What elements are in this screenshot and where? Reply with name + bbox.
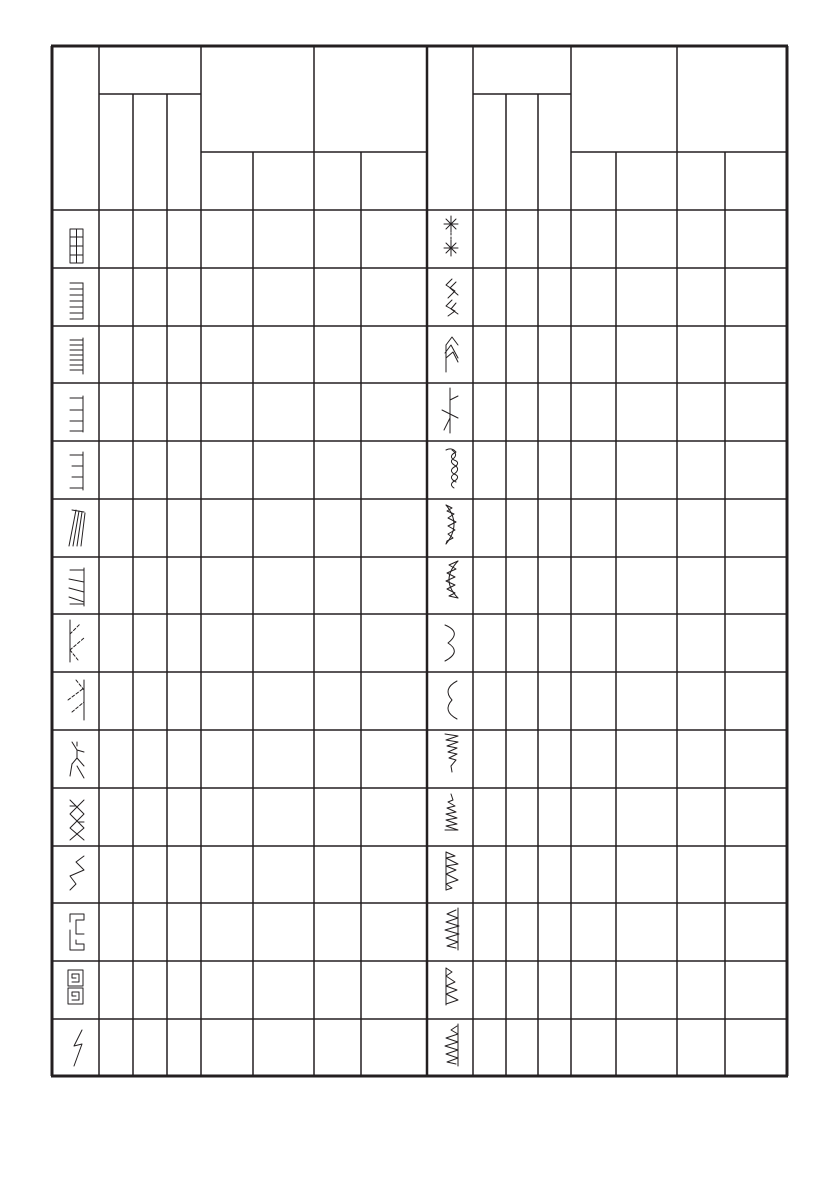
dashed-slant-stitch-icon [68,680,84,720]
double-scallop-left-stitch-icon [448,681,457,719]
cross-stitch-icon [70,800,84,840]
satin-arrow-down-stitch-icon [445,734,458,772]
satin-diamond-stitch-icon [445,908,459,950]
scallop-right-stitch-icon [446,505,456,544]
lightning-stitch-icon [74,1030,82,1066]
chain-link-stitch-icon [446,279,458,316]
wide-comb-stitch-icon [70,396,83,432]
greek-key-stitch-icon [70,914,84,950]
comb-stitch-icon [70,283,83,319]
satin-tree-stitch-icon [445,794,458,830]
satin-wedge-left-stitch-icon [446,968,458,1005]
slanted-bar-stitch-icon [69,510,85,546]
scallop-left-stitch-icon [446,561,458,598]
fine-comb-stitch-icon [70,338,83,374]
y-branch-stitch-icon [70,742,84,778]
satin-fan-stitch-icon [445,1024,458,1066]
straight-box-stitch-icon [70,229,83,263]
slanted-comb-stitch-icon [69,568,84,606]
table-grid [51,46,788,1076]
star-stitch-icon [444,216,458,256]
arrow-feather-stitch-icon [442,388,458,433]
blanket-zigzag-stitch-icon [445,337,458,372]
satin-wedge-stitch-icon [446,852,458,890]
serpentine-satin-stitch-icon [446,449,458,488]
feather-branch-stitch-icon [70,620,84,662]
ric-rac-stitch-icon [70,856,84,890]
open-comb-stitch-icon [70,452,83,490]
double-scallop-right-stitch-icon [445,625,454,661]
double-greek-key-stitch-icon [68,970,83,1004]
